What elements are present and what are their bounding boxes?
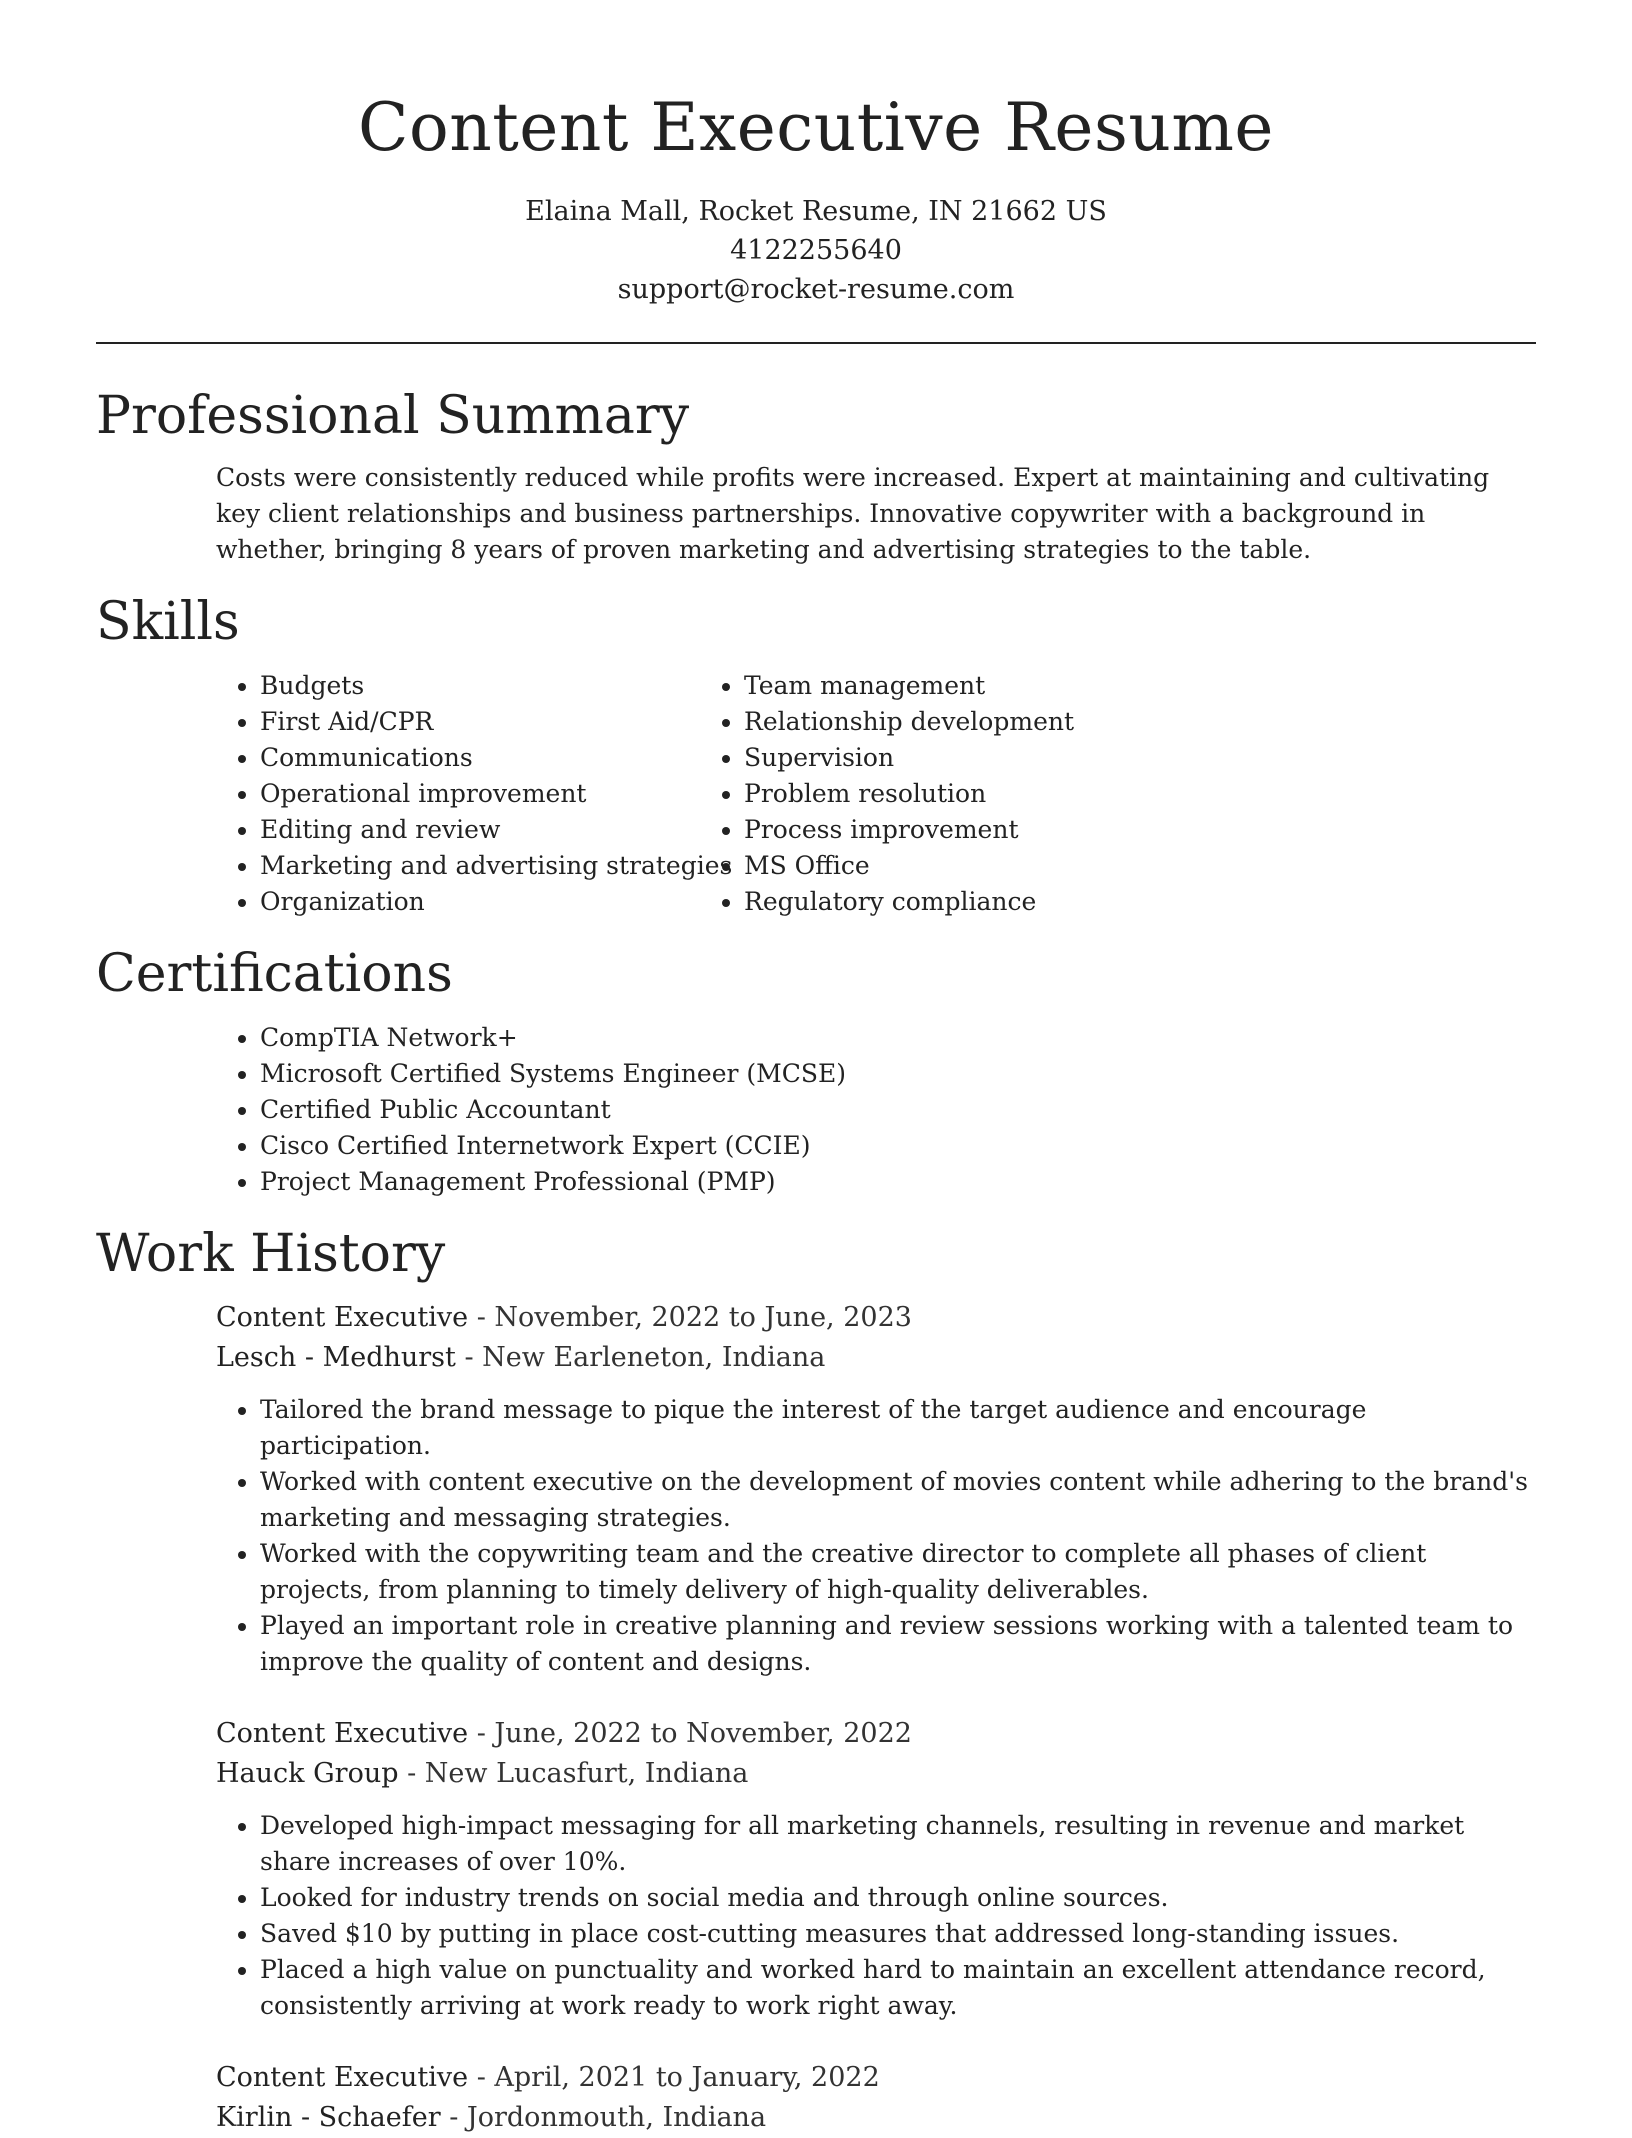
- skill-item: • Organization: [260, 884, 744, 920]
- skill-item: • Editing and review: [260, 812, 744, 848]
- skill-item: • First Aid/CPR: [260, 704, 744, 740]
- job-entry: [216, 1714, 1536, 2024]
- job-company-line: [216, 2098, 1536, 2138]
- certification-item: • Cisco Certified Internetwork Expert (CCIE): [260, 1128, 1536, 1164]
- job-location: - Jordonmouth, Indiana: [440, 2102, 767, 2133]
- job-bullet: • Played an important role in creative planning and review sessions working with a talented team to improve the quality of content and designs.: [260, 1608, 1536, 1680]
- job-bullets: [216, 1808, 1536, 2024]
- skill-item: • Supervision: [744, 740, 1228, 776]
- certification-item: • Project Management Professional (PMP): [260, 1164, 1536, 1200]
- job-company: Kirlin - Schaefer: [216, 2102, 441, 2133]
- job-company: Lesch - Medhurst: [216, 1342, 456, 1373]
- job-location: - New Earleneton, Indiana: [455, 1342, 826, 1373]
- job-company: Hauck Group: [216, 1758, 399, 1789]
- email-text: support@rocket-resume.com: [617, 274, 1015, 305]
- job-company-line: [216, 1754, 1536, 1794]
- address-text: Elaina Mall, Rocket Resume, IN 21662 US: [525, 196, 1107, 227]
- job-title-line: [216, 1714, 1536, 1754]
- skill-item: • Team management: [744, 668, 1228, 704]
- job-company-line: [216, 1338, 1536, 1378]
- certification-item: • Microsoft Certified Systems Engineer (MCSE): [260, 1056, 1536, 1092]
- page-title: Content Executive Resume: [358, 89, 1274, 166]
- job-title-line: [216, 1298, 1536, 1338]
- job-bullet: • Worked with content executive on the development of movies content while adhering to the brand's marketing and messaging strategies.: [260, 1464, 1536, 1536]
- resume-header: [96, 0, 1536, 309]
- job-bullets: [216, 1392, 1536, 1680]
- skills-heading: Skills: [96, 592, 240, 652]
- skills-column-right: [744, 668, 1228, 920]
- skill-item: • Communications: [260, 740, 744, 776]
- summary-text: Costs were consistently reduced while profits were increased. Expert at maintaining and cultivating key client relationships and business partnerships. Innovative copywriter with a background in whether, bringing 8 years of proven marketing and advertising strategies to the table.: [216, 463, 1490, 564]
- job-bullet: • Worked with the copywriting team and the creative director to complete all phases of client projects, from planning to timely delivery of high-quality deliverables.: [260, 1536, 1536, 1608]
- job-bullet: • Saved $10 by putting in place cost-cutting measures that addressed long-standing issues.: [260, 1916, 1536, 1952]
- job-role: Content Executive: [216, 1302, 469, 1333]
- summary-heading: Professional Summary: [96, 386, 690, 446]
- certification-item: • CompTIA Network+: [260, 1020, 1536, 1056]
- certification-item: • Certified Public Accountant: [260, 1092, 1536, 1128]
- job-role: Content Executive: [216, 1718, 469, 1749]
- skill-item: • Problem resolution: [744, 776, 1228, 812]
- job-location: - New Lucasfurt, Indiana: [398, 1758, 749, 1789]
- skill-item: • Operational improvement: [260, 776, 744, 812]
- job-role: Content Executive: [216, 2062, 469, 2093]
- job-title-line: [216, 2058, 1536, 2098]
- skill-item: • Regulatory compliance: [744, 884, 1228, 920]
- work-history-heading: Work History: [96, 1224, 446, 1284]
- skills-list: [96, 668, 1536, 920]
- skill-item: • Budgets: [260, 668, 744, 704]
- certifications-heading: Certifications: [96, 944, 453, 1004]
- skill-item: • MS Office: [744, 848, 1228, 884]
- job-bullet: • Tailored the brand message to pique the interest of the target audience and encourage participation.: [260, 1392, 1536, 1464]
- skill-item: • Relationship development: [744, 704, 1228, 740]
- job-dates: - June, 2022 to November, 2022: [468, 1718, 912, 1749]
- job-dates: - April, 2021 to January, 2022: [468, 2062, 880, 2093]
- job-bullet: • Placed a high value on punctuality and worked hard to maintain an excellent attendance record, consistently arriving at work ready to work right away.: [260, 1952, 1536, 2024]
- skills-column-left: [96, 668, 744, 920]
- skill-item: • Process improvement: [744, 812, 1228, 848]
- phone-text: 4122255640: [730, 235, 902, 266]
- job-entry: [216, 1298, 1536, 1680]
- certifications-list: [96, 1020, 1536, 1200]
- job-bullet: • Looked for industry trends on social media and through online sources.: [260, 1880, 1536, 1916]
- contact-info: [96, 192, 1536, 309]
- header-divider: [96, 342, 1536, 344]
- job-entry: [216, 2058, 1536, 2138]
- skill-item: • Marketing and advertising strategies: [260, 848, 744, 884]
- resume-page: [96, 0, 1536, 2138]
- job-dates: - November, 2022 to June, 2023: [468, 1302, 912, 1333]
- job-bullet: • Developed high-impact messaging for all marketing channels, resulting in revenue and market share increases of over 10%.: [260, 1808, 1536, 1880]
